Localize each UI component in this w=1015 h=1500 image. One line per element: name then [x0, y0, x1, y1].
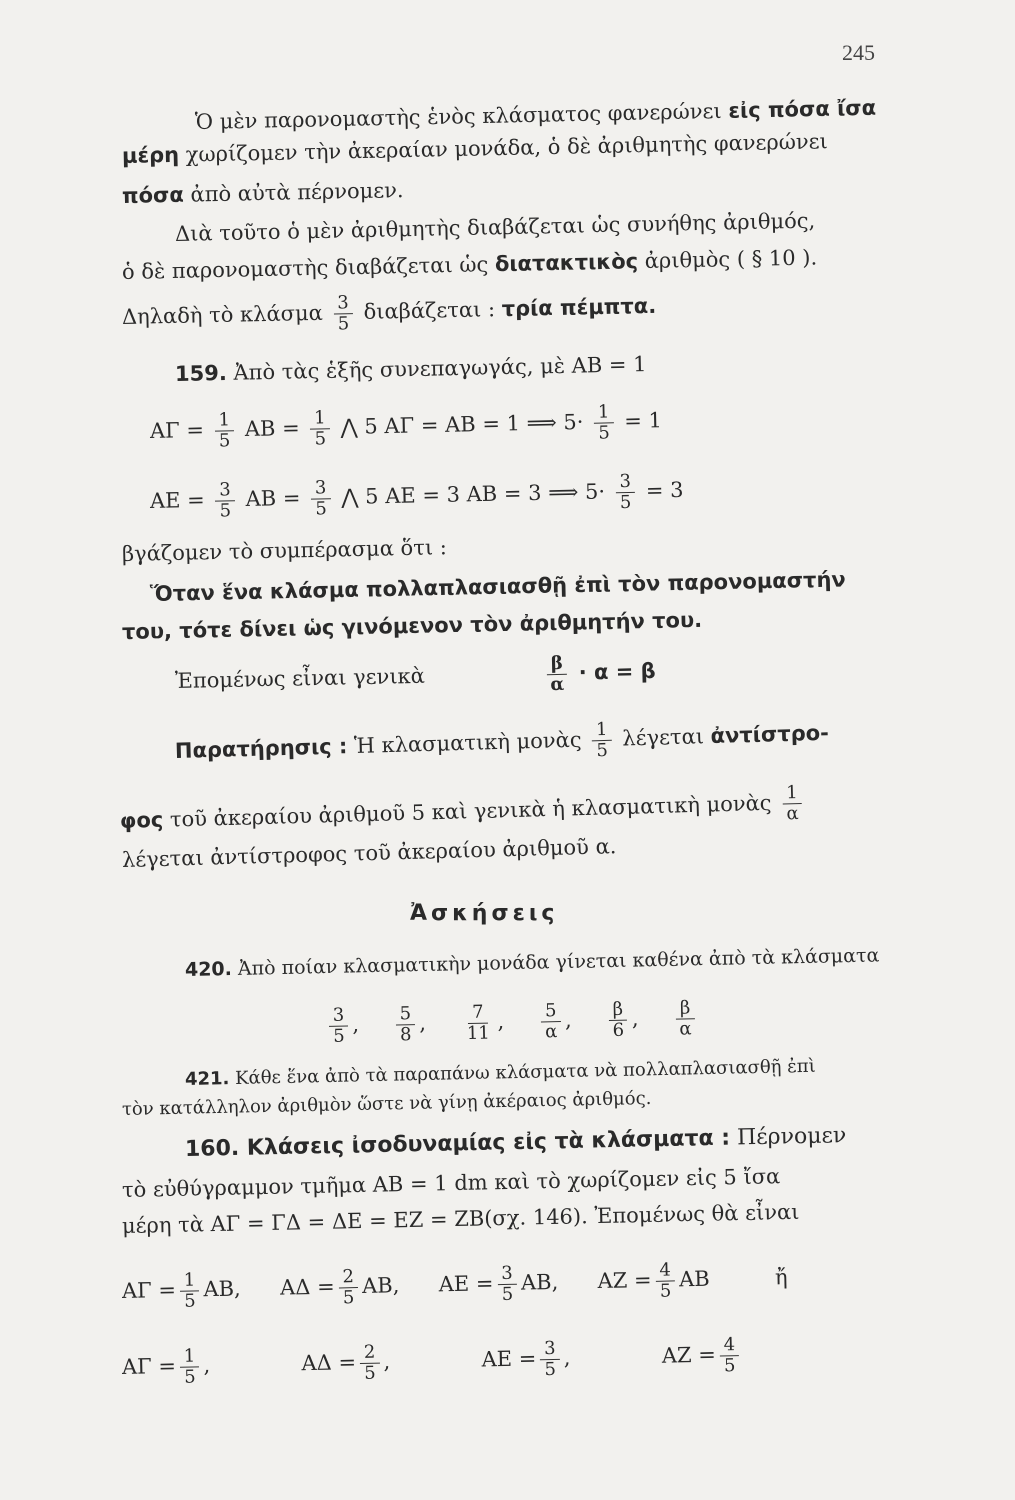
- section-160-heading: 160. Κλάσεις ἰσοδυναμίας εἰς τὰ κλάσματα : Πέρνομεν: [184, 1123, 847, 1162]
- fraction: $\frac{3}{5}$: [615, 472, 635, 513]
- rule-line-1: Ὅταν ἕνα κλάσμα πολλαπλασιασθῇ ἐπὶ τὸν παρονομαστήν: [149, 567, 846, 606]
- fraction: $\frac{3}{5}$: [215, 480, 235, 521]
- section-text: Ἀπὸ τὰς ἑξῆς συνεπαγωγάς, μὲ ΑΒ = 1: [226, 352, 647, 385]
- rule-line-2: του, τότε δίνει ὡς γινόμενον τὸν ἀριθμητήν του.: [121, 607, 703, 644]
- intro-bold: διατακτικὸς: [494, 249, 639, 277]
- exercise-420-fractions: $\frac{3}{5}$ , $\frac{5}{8}$ , $\frac{7}{11}$ , $\frac{5}{\alpha}$ , $\frac{\beta}{6}$ , $\frac{\beta}{\alpha}$: [325, 998, 700, 1047]
- fraction: $\frac{4}{5}$: [719, 1335, 739, 1376]
- intro-text: ὁ δὲ παρονομαστὴς διαβάζεται ὡς: [121, 252, 496, 284]
- exercise-421: 421. Κάθε ἕνα ἀπὸ τὰ παραπάνω κλάσματα νὰ πολλαπλασιασθῇ ἐπὶ: [184, 1055, 816, 1090]
- fraction: $\frac{3}{5}$: [497, 1264, 517, 1305]
- fraction: $\frac{2}{5}$: [360, 1343, 380, 1384]
- fraction: $\frac{7}{11}$: [466, 1001, 490, 1045]
- intro-text: ἀριθμὸς ( § 10 ).: [637, 245, 818, 274]
- section-160-line-3: μέρη τὰ ΑΓ = ΓΔ = ΔΕ = ΕΖ = ΖΒ(σχ. 146). Ἐπομένως θὰ εἶναι: [121, 1199, 800, 1238]
- intro-text: Ὁ μὲν παρονομαστὴς ἑνὸς κλάσματος φανερώνει: [194, 98, 729, 134]
- page-number: 245: [842, 40, 875, 65]
- exercise-number: 420.: [184, 958, 233, 981]
- section-title: Κλάσεις ἰσοδυναμίας εἰς τὰ κλάσματα :: [238, 1125, 731, 1161]
- fraction: $\frac{5}{\alpha}$: [540, 1001, 561, 1042]
- exercises-heading: Ἀσκήσεις: [410, 901, 559, 926]
- exercise-421-line-2: τὸν κατάλληλον ἀριθμὸν ὥστε νὰ γίνῃ ἀκέραιος ἀριθμός.: [121, 1087, 652, 1120]
- fraction: $\frac{3}{5}$: [540, 1339, 560, 1380]
- fraction: $\frac{1}{5}$: [592, 720, 613, 762]
- section-number: 159.: [174, 360, 228, 386]
- intro-bold: τρία πέμπτα.: [501, 293, 657, 322]
- fraction: $\frac{\beta}{\alpha}$: [675, 998, 696, 1039]
- intro-text: Δηλαδὴ τὸ κλάσμα: [121, 300, 324, 329]
- fraction: $\frac{2}{5}$: [338, 1267, 358, 1308]
- remark-label: Παρατήρησις :: [174, 734, 348, 763]
- intro-text: ἀπὸ αὐτὰ πέρνομεν.: [183, 178, 404, 207]
- conclusion-line: βγάζομεν τὸ συμπέρασμα ὅτι :: [121, 535, 448, 566]
- intro-line-5: [122, 243, 818, 286]
- section-160-line-2: τὸ εὐθύγραμμον τμῆμα ΑΒ = 1 dm καὶ τὸ χωρίζομεν εἰς 5 ἴσα: [121, 1164, 781, 1202]
- section-number: 160.: [184, 1135, 240, 1162]
- exercise-420: 420. Ἀπὸ ποίαν κλασματικὴν μονάδα γίνεται καθένα ἀπὸ τὰ κλάσματα: [184, 944, 880, 981]
- intro-line-6: [122, 287, 657, 339]
- fraction: $\frac{1}{5}$: [310, 408, 330, 449]
- fraction: $\frac{5}{8}$: [395, 1004, 415, 1045]
- fraction: $\frac{\beta}{\alpha}$: [546, 654, 569, 695]
- intro-bold: μέρη: [121, 142, 180, 168]
- intro-text: χωρίζομεν τὴν ἀκεραίαν μονάδα, ὁ δὲ ἀριθμητὴς φανερώνει: [178, 129, 829, 167]
- fraction: $\frac{3}{5}$: [329, 1006, 349, 1047]
- general-formula: Ἐπομένως εἶναι γενικὰ $\frac{\beta}{\alpha}$ · α = β: [174, 652, 656, 696]
- intro-bold: εἰς πόσα ἴσα: [728, 95, 877, 123]
- fraction: $\frac{\beta}{6}$: [608, 1000, 628, 1041]
- fraction: $\frac{3}{5}$: [311, 478, 331, 519]
- fraction: $\frac{3}{5}$: [333, 293, 353, 334]
- fraction: $\frac{1}{\alpha}$: [782, 783, 803, 825]
- remark-line-3: λέγεται ἀντίστροφος τοῦ ἀκεραίου ἀριθμοῦ α.: [121, 834, 617, 872]
- intro-line-4: Διὰ τοῦτο ὁ μὲν ἀριθμητὴς διαβάζεται ὡς συνήθης ἀριθμός,: [174, 208, 816, 246]
- intro-text: διαβάζεται :: [363, 297, 502, 324]
- intro-line-3: [122, 176, 404, 210]
- fraction: $\frac{1}{5}$: [180, 1270, 200, 1311]
- equation-2: ΑΕ = $\frac{3}{5}$ ΑΒ = $\frac{3}{5}$ ⋀ 5 ΑΕ = 3 ΑΒ = 3 ⟹ 5· $\frac{3}{5}$ = 3: [149, 470, 684, 522]
- section-159-heading: [175, 350, 647, 388]
- fraction: $\frac{4}{5}$: [655, 1260, 675, 1301]
- remark-line-2: φος τοῦ ἀκεραίου ἀριθμοῦ 5 καὶ γενικὰ ἡ κλασματικὴ μονὰς $\frac{1}{\alpha}$: [119, 783, 807, 843]
- intro-bold: πόσα: [121, 182, 185, 208]
- section-160-row-2: ΑΓ = $\frac{1}{5}$ , ΑΔ = $\frac{2}{5}$ , ΑΕ = $\frac{3}{5}$ , ΑΖ = $\frac{4}{5}$: [122, 1335, 744, 1389]
- section-160-row-1: ΑΓ = $\frac{1}{5}$ ΑΒ, ΑΔ = $\frac{2}{5}$ ΑΒ, ΑΕ = $\frac{3}{5}$ ΑΒ, ΑΖ = $\frac{4}{5}$ ΑΒ ἤ: [121, 1259, 788, 1312]
- fraction: $\frac{1}{5}$: [214, 410, 234, 451]
- fraction: $\frac{1}{5}$: [180, 1346, 200, 1387]
- equation-1: ΑΓ = $\frac{1}{5}$ ΑΒ = $\frac{1}{5}$ ⋀ 5 ΑΓ = ΑΒ = 1 ⟹ 5· $\frac{1}{5}$ = 1: [149, 401, 663, 452]
- remark-line-1: Παρατήρησις : Ἡ κλασματικὴ μονὰς $\frac{1}{5}$ λέγεται ἀντίστρο-: [174, 718, 830, 763]
- fraction: $\frac{1}{5}$: [594, 402, 614, 443]
- exercise-number: 421.: [184, 1068, 230, 1090]
